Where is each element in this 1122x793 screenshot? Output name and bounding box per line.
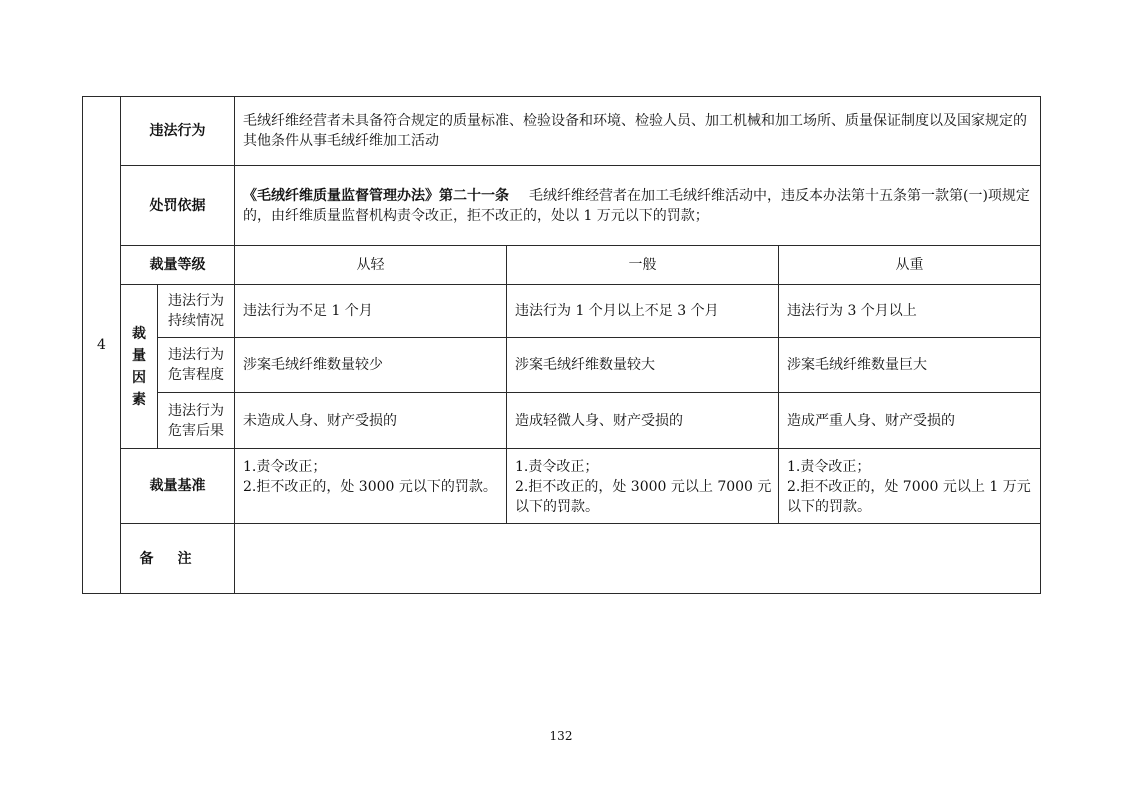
factor-label-line: 违法行为 — [168, 402, 224, 419]
standard-line: 1.责令改正； — [515, 459, 599, 475]
remarks-text — [235, 524, 1041, 594]
discretion-standard-row — [83, 449, 1041, 524]
discretion-factors-label — [121, 285, 158, 449]
factor-value: 涉案毛绒纤维数量巨大 — [779, 338, 1041, 393]
penalty-basis-title: 《毛绒纤维质量监督管理办法》第二十一条 — [243, 187, 509, 204]
standard-general — [507, 449, 779, 524]
standard-line: 1.责令改正； — [787, 459, 871, 475]
standard-line: 2.拒不改正的，处 7000 元以上 1 万元以下的罚款。 — [787, 479, 1031, 515]
violation-row — [83, 97, 1041, 166]
penalty-basis-cell — [235, 166, 1041, 246]
factor-row-harm-degree — [83, 338, 1041, 393]
page-number: 132 — [549, 729, 573, 743]
factor-value: 违法行为 3 个月以上 — [779, 285, 1041, 338]
level-lenient: 从轻 — [235, 246, 507, 285]
factor-value: 涉案毛绒纤维数量较少 — [235, 338, 507, 393]
remarks-label: 备注 — [121, 524, 235, 594]
factor-group-char: 裁 — [132, 325, 146, 342]
factor-group-char: 因 — [132, 369, 146, 386]
factor-label-line: 违法行为 — [168, 293, 224, 309]
factor-group-char: 素 — [132, 391, 146, 408]
factor-label-harm-degree — [158, 338, 235, 393]
row-number: 4 — [83, 97, 121, 594]
discretion-level-row — [83, 246, 1041, 285]
factor-value: 违法行为不足 1 个月 — [235, 285, 507, 338]
level-general: 一般 — [507, 246, 779, 285]
standard-severe — [779, 449, 1041, 524]
standard-lenient — [235, 449, 507, 524]
factor-group-char: 量 — [132, 347, 146, 364]
factor-label-line: 危害程度 — [168, 367, 224, 383]
factor-value: 违法行为 1 个月以上不足 3 个月 — [507, 285, 779, 338]
discretion-standard-table — [82, 96, 1041, 594]
factor-label-line: 危害后果 — [168, 422, 224, 439]
standard-line: 1.责令改正； — [243, 459, 327, 475]
standard-line: 2.拒不改正的，处 3000 元以上 7000 元以下的罚款。 — [515, 479, 772, 515]
violation-text: 毛绒纤维经营者未具备符合规定的质量标准、检验设备和环境、检验人员、加工机械和加工场所、质量保证制度以及国家规定的其他条件从事毛绒纤维加工活动 — [235, 97, 1041, 166]
factor-value: 造成严重人身、财产受损的 — [779, 393, 1041, 449]
penalty-basis-text: 毛绒纤维经营者在加工毛绒纤维活动中，违反本办法第十五条第一款第(一)项规定的，由纤维质量监督机构责令改正，拒不改正的，处以 1 万元以下的罚款； — [243, 187, 1030, 224]
factor-label-line: 违法行为 — [168, 347, 224, 363]
penalty-basis-label: 处罚依据 — [121, 166, 235, 246]
level-severe: 从重 — [779, 246, 1041, 285]
factor-value: 造成轻微人身、财产受损的 — [507, 393, 779, 449]
discretion-level-label: 裁量等级 — [121, 246, 235, 285]
factor-label-line: 持续情况 — [168, 313, 224, 329]
factor-label-duration — [158, 285, 235, 338]
violation-label: 违法行为 — [121, 97, 235, 166]
factor-value: 未造成人身、财产受损的 — [235, 393, 507, 449]
factor-value: 涉案毛绒纤维数量较大 — [507, 338, 779, 393]
discretion-standard-label: 裁量基准 — [121, 449, 235, 524]
factor-row-harm-consequence — [83, 393, 1041, 449]
remarks-row — [83, 524, 1041, 594]
factor-row-duration — [83, 285, 1041, 338]
factor-label-harm-consequence — [158, 393, 235, 449]
penalty-basis-row — [83, 166, 1041, 246]
standard-line: 2.拒不改正的，处 3000 元以下的罚款。 — [243, 479, 497, 495]
